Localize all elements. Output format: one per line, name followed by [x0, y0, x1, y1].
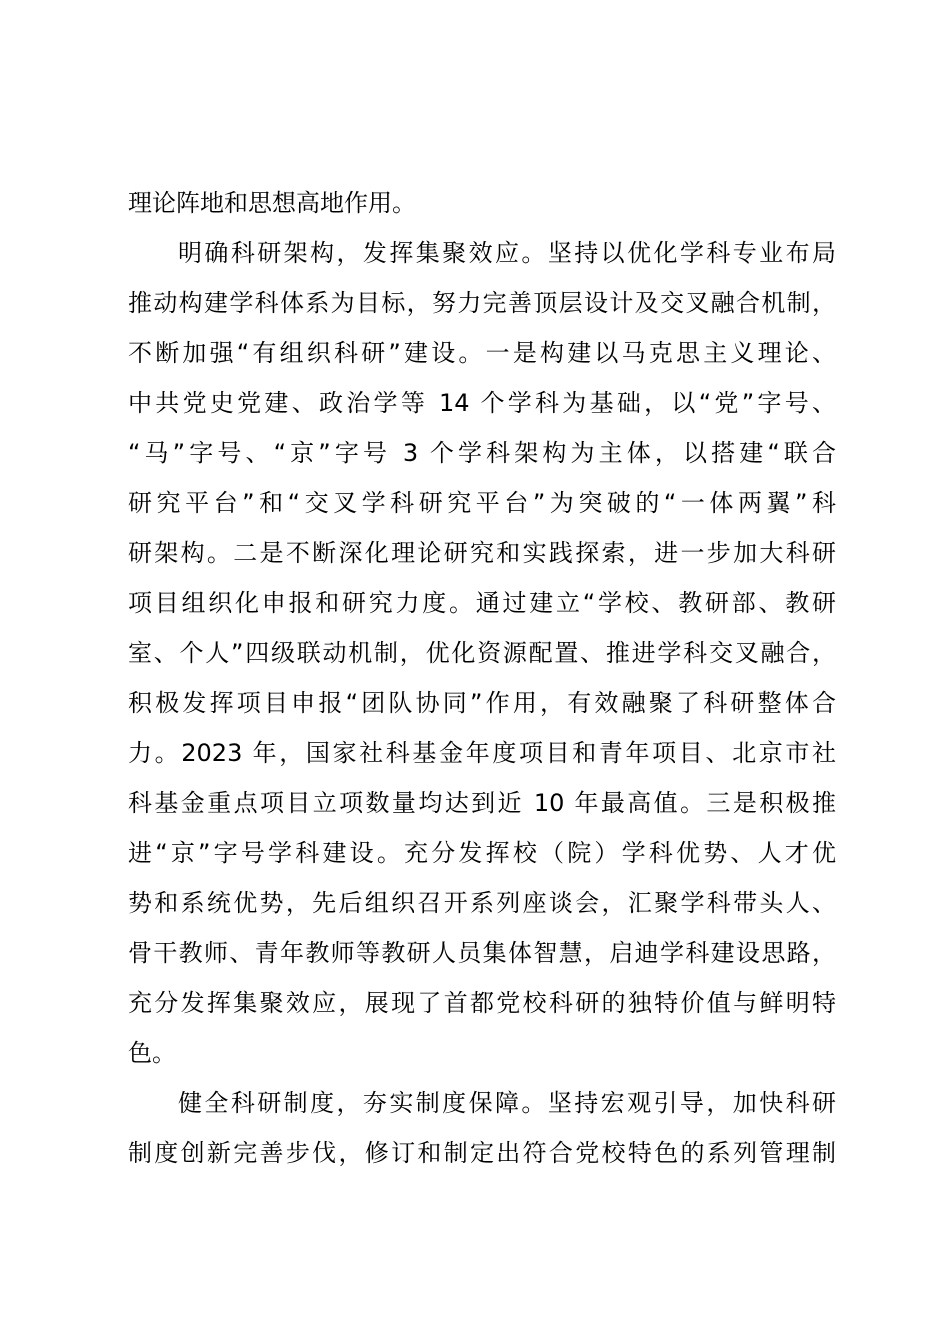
text-line: “马”字号、“京”字号 3 个学科架构为主体，以搭建“联合	[128, 439, 836, 467]
paragraph-heading-line: 健全科研制度，夯实制度保障。坚持宏观引导，加快科研	[178, 1089, 836, 1117]
text-line: 进“京”字号学科建设。充分发挥校（院）学科优势、人才优	[128, 839, 836, 867]
text-line: 积极发挥项目申报“团队协同”作用，有效融聚了科研整体合	[128, 689, 836, 717]
text-line: 骨干教师、青年教师等教研人员集体智慧，启迪学科建设思路，	[128, 939, 836, 967]
text-line: 科基金重点项目立项数量均达到近 10 年最高值。三是积极推	[128, 789, 836, 817]
text-line: 制度创新完善步伐，修订和制定出符合党校特色的系列管理制	[128, 1139, 836, 1167]
text-line: 研究平台”和“交叉学科研究平台”为突破的“一体两翼”科	[128, 489, 836, 517]
text-line: 项目组织化申报和研究力度。通过建立“学校、教研部、教研	[128, 589, 836, 617]
text-line: 理论阵地和思想高地作用。	[128, 189, 416, 217]
text-line: 力。2023 年，国家社科基金年度项目和青年项目、北京市社	[128, 739, 836, 767]
text-line: 色。	[128, 1039, 176, 1067]
paragraph-heading-line: 明确科研架构，发挥集聚效应。坚持以优化学科专业布局	[178, 239, 836, 267]
text-line: 势和系统优势，先后组织召开系列座谈会，汇聚学科带头人、	[128, 889, 836, 917]
text-line: 室、个人”四级联动机制，优化资源配置、推进学科交叉融合，	[128, 639, 836, 667]
text-line: 研架构。二是不断深化理论研究和实践探索，进一步加大科研	[128, 539, 836, 567]
text-line: 充分发挥集聚效应，展现了首都党校科研的独特价值与鲜明特	[128, 989, 836, 1017]
text-line: 推动构建学科体系为目标，努力完善顶层设计及交叉融合机制，	[128, 289, 836, 317]
text-line: 不断加强“有组织科研”建设。一是构建以马克思主义理论、	[128, 339, 836, 367]
text-line: 中共党史党建、政治学等 14 个学科为基础，以“党”字号、	[128, 389, 836, 417]
